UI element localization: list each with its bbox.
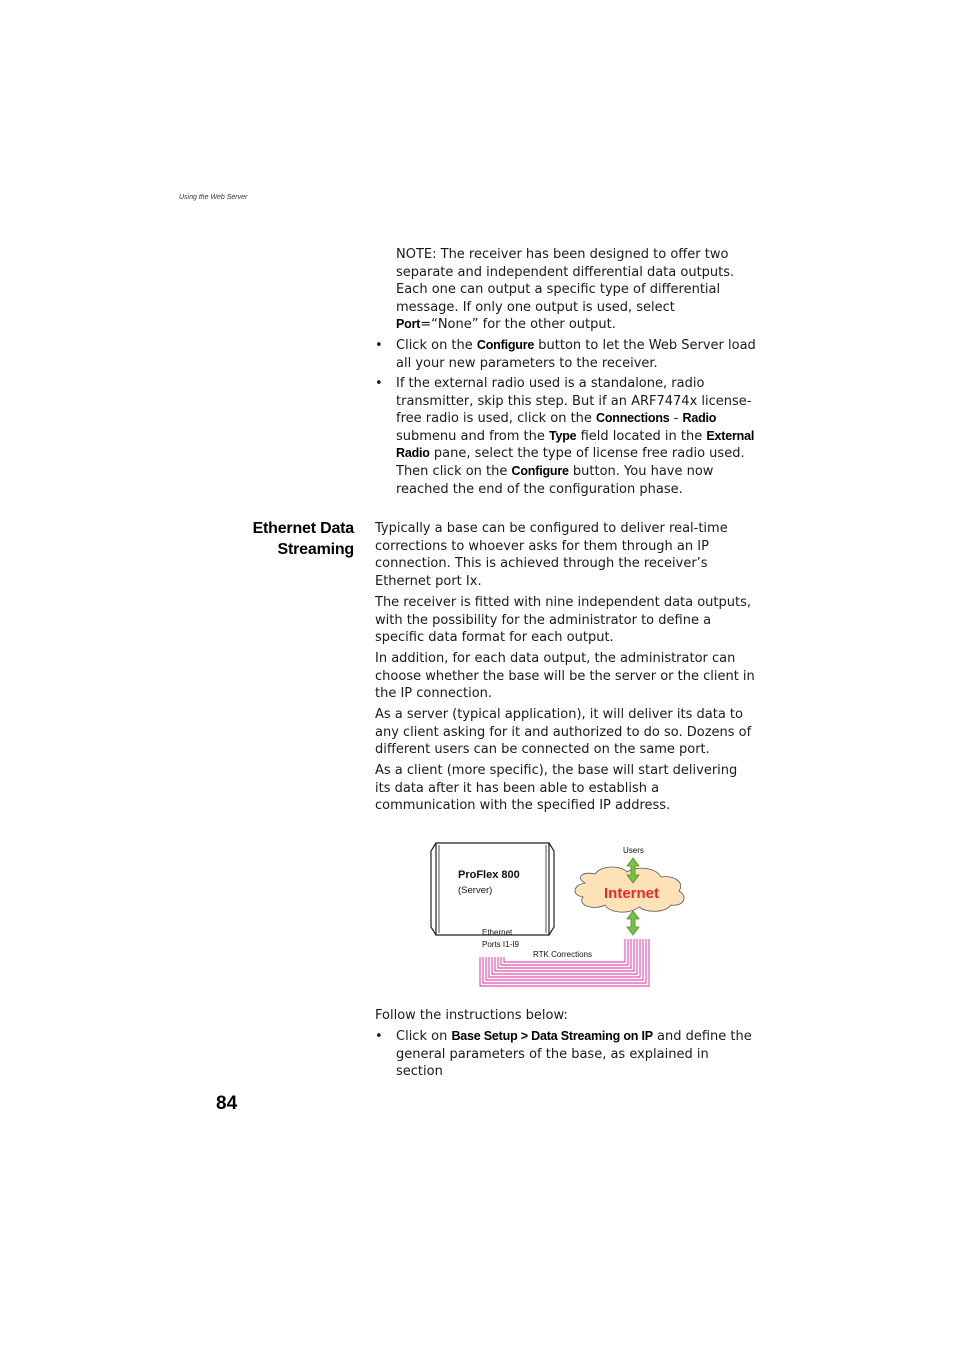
page-number: 84	[216, 1093, 238, 1114]
users-label: Users	[623, 846, 644, 855]
bullet-text: submenu and from the	[396, 428, 549, 444]
bullet-text: button to let the Web Server load all your new parameters to the receiver.	[396, 338, 756, 371]
diagram-drawing	[425, 835, 725, 995]
heading-line: Streaming	[277, 541, 354, 558]
bullet-text: If the external radio used is a standalone, radio transmitter, skip this step. But if an ARF7474x license-free radio is used, click on the	[396, 376, 752, 427]
body-paragraph: The receiver is fitted with nine independent data outputs, with the possibility for the administrator to define a specific data format for each output.	[375, 595, 752, 646]
bullet-text: field located in the	[576, 428, 707, 444]
bullet-text: pane, select the type of license free radio used. Then click on the	[396, 446, 745, 479]
note-tail: =“None” for the other output.	[420, 317, 616, 333]
rtk-corrections-label: RTK Corrections	[533, 950, 592, 959]
bullet-marker: •	[375, 338, 383, 353]
bullet-configure	[396, 337, 756, 372]
corrections-arrow	[627, 911, 639, 935]
ports-label: Ports I1-I9	[482, 940, 519, 949]
bullet-external-radio	[396, 375, 756, 498]
note-paragraph	[396, 246, 756, 334]
running-header: Using the Web Server	[179, 194, 248, 201]
bullet-text: and define the general parameters of the base, as explained in section	[396, 1029, 752, 1080]
note-bold-port: Port	[396, 317, 421, 332]
internet-label: Internet	[604, 885, 660, 902]
type-term: Type	[548, 428, 577, 443]
bullet-marker: •	[375, 1029, 383, 1044]
device-role: (Server)	[458, 885, 493, 896]
heading-line: Ethernet Data	[252, 520, 354, 537]
connections-term: Connections	[596, 411, 670, 426]
bullet-base-setup	[396, 1028, 756, 1081]
configure-term: Configure	[511, 463, 569, 478]
body-paragraph: Typically a base can be configured to deliver real-time corrections to whoever asks for them through an IP connection. This is achieved through the receiver’s Ethernet port Ix.	[375, 521, 728, 589]
configure-term: Configure	[476, 338, 535, 352]
section-heading	[253, 518, 354, 560]
proflex-device	[431, 843, 554, 935]
body-paragraph: In addition, for each data output, the administrator can choose whether the base will be the server or the client in the IP connection.	[375, 651, 755, 702]
bullet-text: -	[669, 411, 683, 427]
bullet-text: button. You have now reached the end of the configuration phase.	[396, 463, 714, 497]
radio-term: Radio	[682, 411, 717, 426]
network-diagram	[425, 835, 725, 995]
bullet-text: Click on the	[396, 338, 477, 353]
menu-path-term: Base Setup > Data Streaming on IP	[451, 1029, 653, 1043]
external-radio-term: External Radio	[396, 428, 755, 461]
note-text: NOTE: The receiver has been designed to offer two separate and independent differential data outputs. Each one can output a specific type of differential message. If only one output is used, select	[396, 247, 735, 315]
bullet-marker: •	[375, 376, 383, 391]
bullet-text: Click on	[396, 1029, 452, 1044]
device-name: ProFlex 800	[458, 869, 520, 881]
follow-intro: Follow the instructions below:	[375, 1008, 568, 1023]
body-paragraph: As a server (typical application), it will deliver its data to any client asking for it and authorized to do so. Dozens of different users can be connected on the same port.	[375, 707, 752, 758]
ports-label: Ethernet	[482, 928, 513, 937]
body-paragraph: As a client (more specific), the base will start delivering its data after it has been able to establish a communication with the specified IP address.	[375, 763, 738, 814]
